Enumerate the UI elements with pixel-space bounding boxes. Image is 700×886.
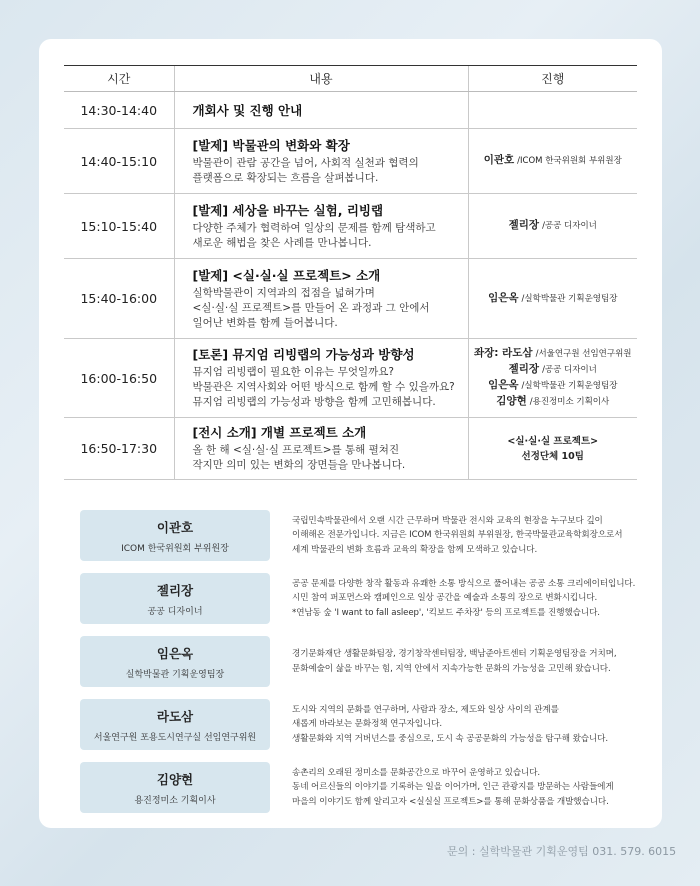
profile-row (80, 693, 640, 756)
profile-row (80, 567, 640, 630)
session-title: [발제] 세상을 바꾸는 실험, 리빙랩 (192, 202, 384, 218)
schedule-row (64, 418, 637, 480)
session-host (468, 129, 637, 194)
profile-description: 경기문화재단 생활문화팀장, 경기창작센터팀장, 백남준아트센터 기획운영팀장을 거치며, 문화예술이 삶을 바꾸는 힘, 지역 안에서 지속가능한 문화의 가능성을 고민해 왔습니다. (292, 649, 617, 674)
schedule-header-row (64, 66, 637, 92)
host-name: 젤리장 (508, 219, 540, 231)
speaker-profiles (80, 504, 640, 819)
host-prefix: 좌장: (474, 347, 503, 359)
host-line (469, 291, 638, 307)
session-description: 다양한 주체가 협력하여 일상의 문제를 함께 탐색하고 새로운 해법을 찾은 사례를 만나봅니다. (192, 221, 436, 249)
session-host (468, 418, 637, 480)
session-host (468, 339, 637, 418)
session-description: 뮤지엄 리빙랩이 필요한 이유는 무엇일까요? 박물관은 지역사회와 어떤 방식으로 함께 할 수 있을까요? 뮤지엄 리빙랩의 가능성과 방향을 함께 고민해봅니다. (192, 366, 455, 408)
header-time: 시간 (64, 66, 174, 92)
schedule-row (64, 194, 637, 259)
header-host: 진행 (468, 66, 637, 92)
session-content (174, 339, 468, 418)
host-line (469, 218, 638, 234)
host-name: 이관호 (483, 154, 515, 166)
profile-description: 도시와 지역의 문화를 연구하며, 사람과 장소, 제도와 일상 사이의 관계를 새롭게 바라보는 문화정책 연구자입니다. 생활문화와 지역 거버넌스를 중심으로, 도시 속 공공문화의 가능성을 탐구해 왔습니다. (292, 704, 609, 744)
host-line (469, 153, 638, 169)
session-content (174, 418, 468, 480)
header-content: 내용 (174, 66, 468, 92)
host-role: /ICOM 한국위원회 부위원장 (517, 156, 622, 166)
session-description: 실학박물관이 지역과의 접점을 넓혀가며 <실·실·실 프로젝트>를 만들어 온 과정과 그 안에서 일어난 변화를 함께 들어봅니다. (192, 286, 430, 329)
profile-row (80, 504, 640, 567)
host-project-name: <실·실·실 프로젝트> (507, 435, 599, 447)
session-time: 14:40-15:10 (64, 129, 174, 194)
host-role: /실학박물관 기획운영팀장 (521, 293, 618, 304)
profile-name-box (80, 762, 270, 813)
profile-name: 임은옥 (156, 645, 194, 661)
host-role: /서울연구원 선임연구위원 (535, 349, 632, 359)
host-role: /공공 디자이너 (542, 221, 597, 231)
program-card (39, 39, 662, 828)
profile-description: 송촌리의 오래된 정미소를 문화공간으로 바꾸어 운영하고 있습니다. 동네 어르신들의 이야기를 기록하는 일을 이어가며, 인근 관광지를 방문하는 사람들에게 마을의 이야기도 함께 알리고자 <실실실 프로젝트>를 통해 문화상품을 개발했습니다. (292, 767, 614, 807)
session-content (174, 92, 468, 129)
session-description: 올 한 해 <실·실·실 프로젝트>를 통해 펼쳐진 작지만 의미 있는 변화의 장면들을 만나봅니다. (192, 444, 406, 471)
session-host (468, 194, 637, 259)
host-role: /실학박물관 기획운영팀장 (521, 381, 618, 391)
profile-row (80, 756, 640, 819)
profile-name: 젤리장 (156, 582, 194, 598)
profile-description: 공공 문제를 다양한 창작 활동과 유쾌한 소통 방식으로 풀어내는 공공 소통 크리에이터입니다. 시민 참여 퍼포먼스와 캠페인으로 일상 공간을 예술과 소통의 장으로 변화시킵니다. *연남동 숲 'I want to fall asleep', '킥보드 주차장' 등의 프로젝트를 진행했습니다. (292, 578, 636, 618)
profile-role: 실학박물관 기획운영팀장 (125, 669, 225, 680)
session-title: [발제] <실·실·실 프로젝트> 소개 (192, 267, 381, 283)
profile-role: 공공 디자이너 (147, 606, 203, 617)
session-description: 박물관이 관람 공간을 넘어, 사회적 실천과 협력의 플랫폼으로 확장되는 흐름을 살펴봅니다. (192, 156, 419, 184)
contact-info: 문의 : 실학박물관 기획운영팀 031. 579. 6015 (447, 845, 677, 858)
schedule-row (64, 339, 637, 418)
host-line (469, 378, 638, 394)
session-title: [전시 소개] 개별 프로젝트 소개 (192, 425, 367, 440)
session-title: 개회사 및 진행 안내 (192, 102, 303, 118)
host-line (469, 346, 638, 362)
profile-role: ICOM 한국위원회 부위원장 (121, 543, 229, 554)
session-time: 15:40-16:00 (64, 259, 174, 339)
host-name: 라도삼 (502, 347, 533, 359)
host-line (469, 362, 638, 378)
session-title: [발제] 박물관의 변화와 확장 (192, 137, 350, 153)
session-time: 16:50-17:30 (64, 418, 174, 480)
session-host (468, 92, 637, 129)
session-content (174, 194, 468, 259)
schedule-row (64, 259, 637, 339)
host-line (469, 394, 638, 410)
session-content (174, 259, 468, 339)
session-title: [토론] 뮤지엄 리빙랩의 가능성과 방향성 (192, 347, 415, 362)
profile-name: 김양현 (156, 771, 194, 787)
profile-name: 이관호 (156, 519, 194, 535)
host-name: 임은옥 (488, 291, 519, 304)
profile-name-box (80, 636, 270, 687)
session-content (174, 129, 468, 194)
session-time: 15:10-15:40 (64, 194, 174, 259)
host-role: /용진정미소 기획이사 (529, 397, 610, 407)
schedule-row (64, 92, 637, 129)
profile-description: 국립민속박물관에서 오랜 시간 근무하며 박물관 전시와 교육의 현장을 누구보다 깊이 이해해온 전문가입니다. 지금은 ICOM 한국위원회 부위원장, 한국박물관교육학회장으로서 세계 박물관의 변화 흐름과 교육의 확장을 함께 모색하고 있습니다. (292, 515, 623, 555)
host-team-count: 선정단체 10팀 (521, 450, 584, 462)
profile-row (80, 630, 640, 693)
profile-name-box (80, 699, 270, 750)
schedule-row (64, 129, 637, 194)
profile-name: 라도삼 (156, 708, 194, 724)
host-name: 김양현 (496, 395, 527, 407)
session-host (468, 259, 637, 339)
session-time: 14:30-14:40 (64, 92, 174, 129)
host-name: 젤리장 (508, 363, 540, 375)
profile-role: 용진정미소 기획이사 (134, 795, 216, 806)
profile-name-box (80, 510, 270, 561)
host-name: 임은옥 (488, 379, 519, 391)
profile-name-box (80, 573, 270, 624)
session-time: 16:00-16:50 (64, 339, 174, 418)
host-role: /공공 디자이너 (542, 365, 597, 375)
schedule-table (64, 65, 637, 480)
profile-role: 서울연구원 포용도시연구실 선임연구위원 (93, 732, 257, 743)
